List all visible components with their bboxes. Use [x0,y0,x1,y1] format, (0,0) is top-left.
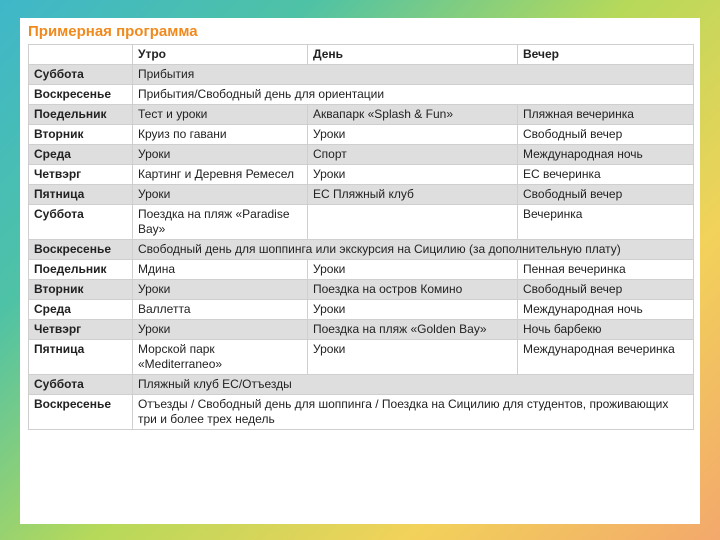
table-row [29,145,694,165]
day-cell: Четвэрг [29,320,133,340]
day-cell: Поедельник [29,260,133,280]
afternoon-cell: Уроки [308,300,518,320]
activity-cell: Отъезды / Свободный день для шоппинга / Поездка на Сицилию для студентов, проживающих три и более трех недель [133,395,694,430]
afternoon-cell: Поездка на пляж «Golden Bay» [308,320,518,340]
morning-cell: Уроки [133,320,308,340]
afternoon-cell [308,205,518,240]
activity-cell: Прибытия/Свободный день для ориентации [133,85,694,105]
slide [20,18,700,524]
evening-cell: Пенная вечеринка [518,260,694,280]
header-morning: Утро [133,45,308,65]
table-row [29,205,694,240]
table-row [29,260,694,280]
activity-cell: Прибытия [133,65,694,85]
table-row [29,65,694,85]
morning-cell: Уроки [133,280,308,300]
table-row [29,85,694,105]
afternoon-cell: ЕС Пляжный клуб [308,185,518,205]
morning-cell: Уроки [133,185,308,205]
table-row [29,375,694,395]
header-day-cell [29,45,133,65]
table-row [29,240,694,260]
day-cell: Четвэрг [29,165,133,185]
afternoon-cell: Спорт [308,145,518,165]
day-cell: Суббота [29,65,133,85]
schedule-table [28,44,694,430]
activity-cell: Свободный день для шоппинга или экскурсия на Сицилию (за дополнительную плату) [133,240,694,260]
afternoon-cell: Уроки [308,340,518,375]
day-cell: Пятница [29,340,133,375]
table-row [29,105,694,125]
day-cell: Вторник [29,125,133,145]
header-row [29,45,694,65]
evening-cell: Свободный вечер [518,125,694,145]
morning-cell: Тест и уроки [133,105,308,125]
day-cell: Среда [29,300,133,320]
afternoon-cell: Поездка на остров Комино [308,280,518,300]
morning-cell: Уроки [133,145,308,165]
day-cell: Суббота [29,205,133,240]
evening-cell: Свободный вечер [518,185,694,205]
evening-cell: Свободный вечер [518,280,694,300]
activity-cell: Пляжный клуб ЕС/Отъезды [133,375,694,395]
day-cell: Среда [29,145,133,165]
evening-cell: Международная вечеринка [518,340,694,375]
evening-cell: ЕС вечеринка [518,165,694,185]
header-afternoon: День [308,45,518,65]
table-row [29,300,694,320]
program-title: Примерная программа [28,23,198,40]
day-cell: Воскресенье [29,240,133,260]
afternoon-cell: Уроки [308,125,518,145]
header-evening: Вечер [518,45,694,65]
morning-cell: Морской парк «Mediterraneo» [133,340,308,375]
morning-cell: Валлетта [133,300,308,320]
day-cell: Поедельник [29,105,133,125]
afternoon-cell: Уроки [308,165,518,185]
day-cell: Суббота [29,375,133,395]
evening-cell: Международная ночь [518,145,694,165]
table-row [29,320,694,340]
morning-cell: Круиз по гавани [133,125,308,145]
evening-cell: Международная ночь [518,300,694,320]
table-row [29,395,694,430]
morning-cell: Мдина [133,260,308,280]
table-row [29,125,694,145]
morning-cell: Поездка на пляж «Paradise Bay» [133,205,308,240]
day-cell: Пятница [29,185,133,205]
morning-cell: Картинг и Деревня Ремесел [133,165,308,185]
evening-cell: Вечеринка [518,205,694,240]
day-cell: Воскресенье [29,85,133,105]
evening-cell: Пляжная вечеринка [518,105,694,125]
day-cell: Вторник [29,280,133,300]
table-row [29,340,694,375]
afternoon-cell: Уроки [308,260,518,280]
afternoon-cell: Аквапарк «Splash & Fun» [308,105,518,125]
evening-cell: Ночь барбекю [518,320,694,340]
table-row [29,165,694,185]
table-row [29,185,694,205]
day-cell: Воскресенье [29,395,133,430]
table-row [29,280,694,300]
